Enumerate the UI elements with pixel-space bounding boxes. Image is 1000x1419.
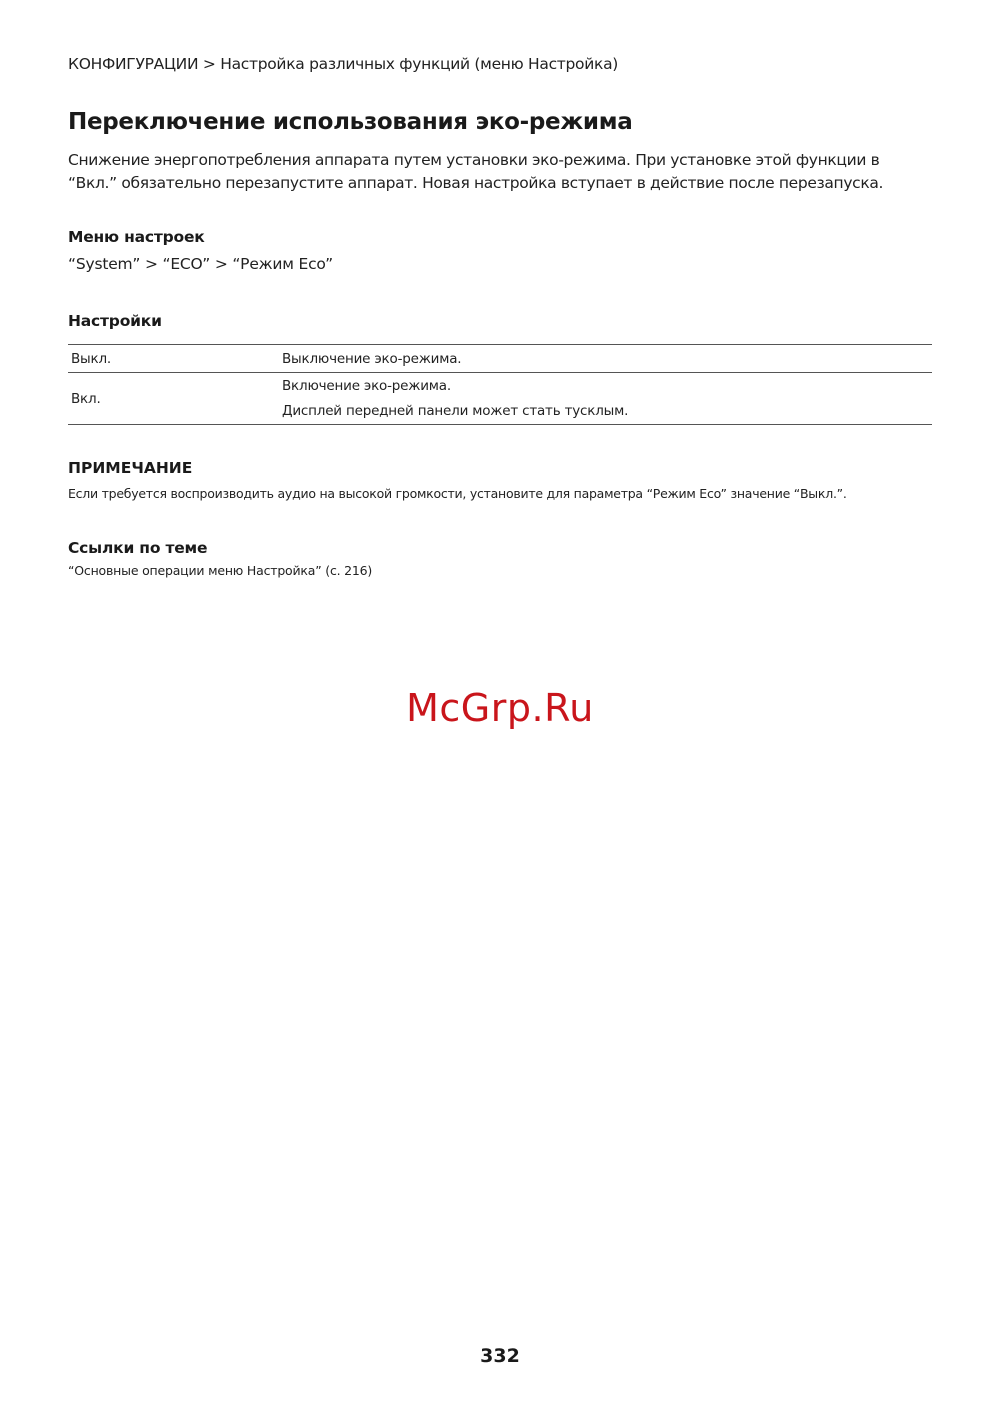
intro-line: Снижение энергопотребления аппарата путем установки эко-режима. При установке этой функции в [68, 151, 880, 169]
breadcrumb: КОНФИГУРАЦИИ > Настройка различных функций (меню Настройка) [68, 55, 619, 73]
setting-name: Выкл. [71, 350, 111, 367]
setting-desc-line: Включение эко-режима. [282, 377, 451, 394]
menu-path: “System” > “ECO” > “Режим Eco” [68, 255, 333, 273]
table-row [68, 345, 932, 373]
note-text: Если требуется воспроизводить аудио на высокой громкости, установите для параметра “Режим Eco” значение “Выкл.”. [68, 486, 847, 501]
page-number: 332 [480, 1345, 520, 1367]
intro-line: “Вкл.” обязательно перезапустите аппарат. Новая настройка вступает в действие после перезапуска. [68, 174, 884, 192]
settings-heading: Настройки [68, 312, 162, 330]
settings-table [68, 344, 932, 425]
setting-desc-line: Дисплей передней панели может стать тусклым. [282, 402, 629, 419]
related-link[interactable]: “Основные операции меню Настройка” (с. 216) [68, 563, 373, 578]
setting-desc: Выключение эко-режима. [282, 350, 462, 367]
intro-paragraph [68, 149, 948, 195]
setting-name: Вкл. [71, 390, 101, 407]
setting-desc [279, 373, 932, 425]
related-heading: Ссылки по теме [68, 539, 208, 557]
page-title: Переключение использования эко-режима [68, 109, 633, 135]
menu-heading: Меню настроек [68, 228, 205, 246]
table-row [68, 373, 932, 425]
watermark: McGrp.Ru [406, 686, 594, 730]
note-heading: ПРИМЕЧАНИЕ [68, 459, 193, 477]
